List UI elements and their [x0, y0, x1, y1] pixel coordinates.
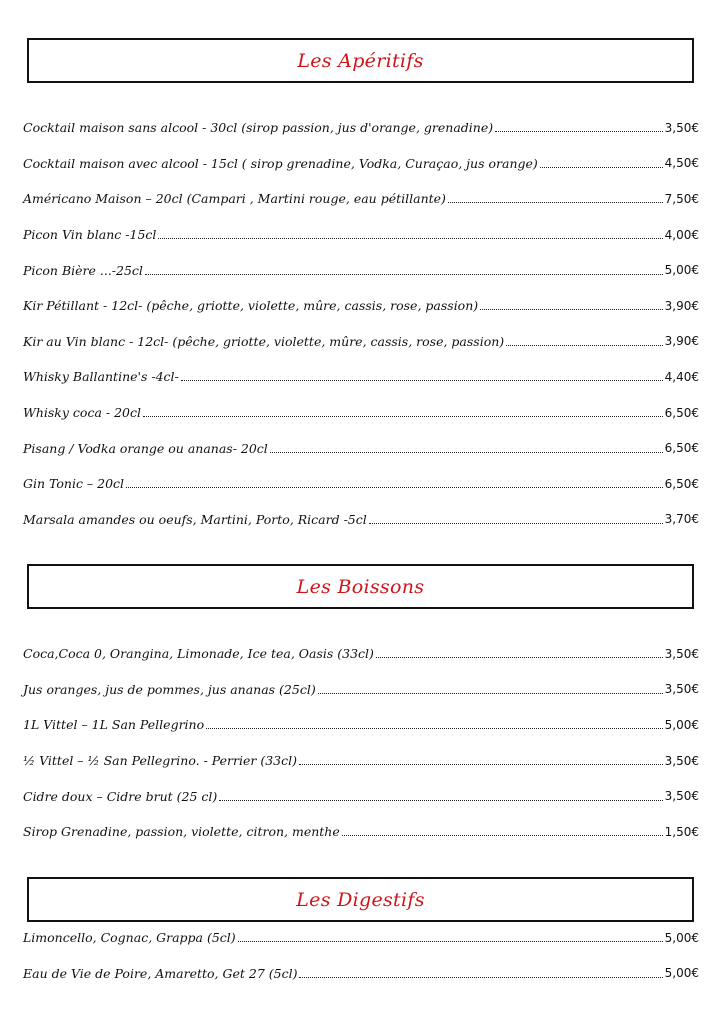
item-price: 4,50€ [664, 156, 699, 171]
item-price: 3,50€ [664, 789, 699, 804]
menu-item [23, 956, 699, 992]
menu-item [23, 110, 699, 146]
section-header-boissons [27, 564, 694, 609]
menu-item [23, 778, 699, 814]
dot-leader [369, 523, 663, 524]
menu-item [23, 466, 699, 502]
item-name: Kir Pétillant - 12cl- (pêche, griotte, violette, mûre, cassis, rose, passion) [23, 298, 479, 314]
item-name: Eau de Vie de Poire, Amaretto, Get 27 (5cl) [23, 965, 298, 981]
item-name: Kir au Vin blanc - 12cl- (pêche, griotte, violette, mûre, cassis, rose, passion) [23, 333, 505, 349]
item-price: 3,70€ [664, 512, 699, 527]
dot-leader [495, 131, 663, 132]
item-name: Coca,Coca 0, Orangina, Limonade, Ice tea, Oasis (33cl) [23, 646, 374, 662]
dot-leader [376, 657, 663, 658]
item-name: Whisky Ballantine's -4cl- [23, 369, 179, 385]
item-price: 3,50€ [664, 120, 699, 135]
dot-leader [448, 202, 663, 203]
menu-item [23, 359, 699, 395]
item-price: 1,50€ [664, 824, 699, 839]
dot-leader [143, 416, 663, 417]
dot-leader [145, 274, 663, 275]
item-name: 1L Vittel – 1L San Pellegrino [23, 717, 205, 733]
item-price: 5,00€ [664, 263, 699, 278]
item-price: 4,40€ [664, 369, 699, 384]
dot-leader [299, 977, 662, 978]
item-name: Gin Tonic – 20cl [23, 476, 125, 492]
dot-leader [480, 309, 663, 310]
dot-leader [270, 452, 663, 453]
menu-list-boissons [23, 636, 699, 850]
item-price: 3,50€ [664, 682, 699, 697]
menu-item [23, 252, 699, 288]
dot-leader [342, 835, 663, 836]
menu-item [23, 430, 699, 466]
menu-item [23, 181, 699, 217]
menu-item [23, 146, 699, 182]
menu-item [23, 920, 699, 956]
dot-leader [206, 728, 663, 729]
dot-leader [318, 693, 663, 694]
menu-item [23, 672, 699, 708]
item-price: 3,90€ [664, 334, 699, 349]
menu-item [23, 324, 699, 360]
section-title: Les Digestifs [296, 888, 425, 911]
menu-item [23, 636, 699, 672]
item-name: Sirop Grenadine, passion, violette, citron, menthe [23, 824, 340, 840]
menu-list-aperitifs [23, 110, 699, 537]
item-name: Cocktail maison avec alcool - 15cl ( sirop grenadine, Vodka, Curaçao, jus orange) [23, 155, 538, 171]
item-price: 6,50€ [664, 441, 699, 456]
item-price: 5,00€ [664, 717, 699, 732]
item-price: 5,00€ [664, 930, 699, 945]
menu-item [23, 395, 699, 431]
section-header-aperitifs [27, 38, 694, 83]
menu-item [23, 288, 699, 324]
item-name: Picon Bière ...-25cl [23, 262, 143, 278]
dot-leader [238, 941, 663, 942]
item-name: Picon Vin blanc -15cl [23, 227, 157, 243]
item-name: Cidre doux – Cidre brut (25 cl) [23, 788, 218, 804]
menu-item [23, 502, 699, 538]
menu-item [23, 814, 699, 850]
dot-leader [219, 800, 662, 801]
menu-item [23, 743, 699, 779]
dot-leader [506, 345, 662, 346]
item-price: 5,00€ [664, 966, 699, 981]
item-name: Pisang / Vodka orange ou ananas- 20cl [23, 440, 268, 456]
dot-leader [181, 380, 663, 381]
section-title: Les Boissons [296, 575, 425, 598]
item-price: 7,50€ [664, 191, 699, 206]
dot-leader [126, 487, 663, 488]
section-header-digestifs [27, 877, 694, 922]
item-name: Jus oranges, jus de pommes, jus ananas (25cl) [23, 681, 316, 697]
item-price: 3,50€ [664, 753, 699, 768]
dot-leader [158, 238, 662, 239]
item-price: 6,50€ [664, 476, 699, 491]
item-name: Limoncello, Cognac, Grappa (5cl) [23, 930, 236, 946]
section-title: Les Apéritifs [297, 49, 424, 72]
item-price: 3,50€ [664, 646, 699, 661]
item-price: 4,00€ [664, 227, 699, 242]
menu-item [23, 707, 699, 743]
item-name: Marsala amandes ou oeufs, Martini, Porto, Ricard -5cl [23, 511, 367, 527]
dot-leader [299, 764, 663, 765]
item-name: ½ Vittel – ½ San Pellegrino. - Perrier (33cl) [23, 753, 297, 769]
menu-list-digestifs [23, 920, 699, 991]
menu-item [23, 217, 699, 253]
item-price: 6,50€ [664, 405, 699, 420]
item-name: Américano Maison – 20cl (Campari , Martini rouge, eau pétillante) [23, 191, 446, 207]
item-price: 3,90€ [664, 298, 699, 313]
item-name: Cocktail maison sans alcool - 30cl (sirop passion, jus d'orange, grenadine) [23, 120, 494, 136]
item-name: Whisky coca - 20cl [23, 405, 141, 421]
dot-leader [540, 167, 663, 168]
